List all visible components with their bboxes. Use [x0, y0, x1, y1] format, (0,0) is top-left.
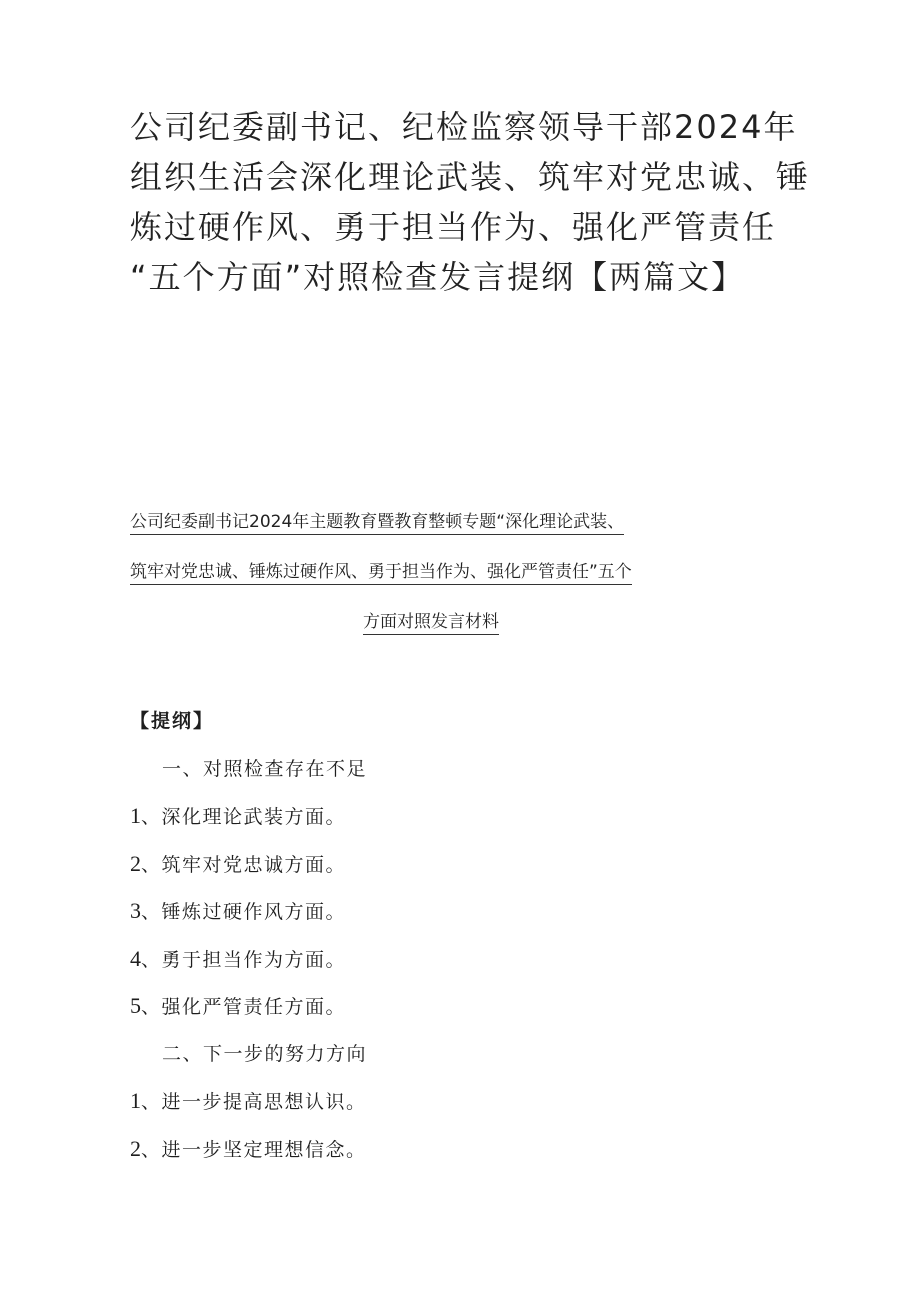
outline-item: [130, 893, 790, 941]
item-text: 、强化严管责任方面。: [141, 996, 347, 1018]
title-line: “五个方面”对照检查发言提纲【两篇文】: [130, 258, 746, 296]
item-number: 2: [130, 1135, 141, 1161]
item-number: 2: [130, 850, 141, 876]
item-number: 1: [130, 803, 141, 828]
subtitle-line-wrap: [130, 505, 740, 555]
item-number: 1: [130, 1088, 141, 1113]
item-text: 、锤炼过硬作风方面。: [141, 901, 347, 923]
title-line: 公司纪委副书记、纪检监察领导干部2024年: [130, 108, 798, 146]
document-title: [130, 102, 811, 302]
outline-item: [130, 1083, 790, 1131]
subtitle-line: 筑牢对党忠诚、锤炼过硬作风、勇于担当作为、强化严管责任”五个: [130, 562, 632, 585]
item-text: 、进一步提高思想认识。: [141, 1091, 367, 1113]
item-text: 、勇于担当作为方面。: [141, 948, 347, 971]
outline-heading: 【提纲】: [130, 710, 215, 732]
item-text: 、筑牢对党忠诚方面。: [141, 853, 347, 876]
subtitle-line: 公司纪委副书记2024年主题教育暨教育整顿专题“深化理论武装、: [130, 512, 624, 535]
outline-item: [130, 941, 790, 989]
outline-item: [130, 1131, 790, 1179]
item-number: 3: [130, 898, 141, 923]
outline-item: [130, 988, 790, 1036]
outline-item: [130, 846, 790, 894]
section-heading-two: 二、下一步的努力方向: [162, 1042, 368, 1065]
document-subtitle: [130, 505, 740, 655]
item-text: 、深化理论武装方面。: [141, 806, 347, 828]
subtitle-line-wrap: [130, 555, 740, 605]
item-number: 5: [130, 993, 141, 1018]
outline-section: [130, 703, 790, 1178]
title-line: 组织生活会深化理论武装、筑牢对党忠诚、锤: [130, 158, 811, 196]
title-line: 炼过硬作风、勇于担当作为、强化严管责任: [130, 208, 777, 246]
section-heading-one: 一、对照检查存在不足: [162, 757, 368, 780]
item-number: 4: [130, 945, 141, 971]
subtitle-line: 方面对照发言材料: [363, 612, 499, 635]
subtitle-line-wrap: [150, 605, 712, 655]
item-text: 、进一步坚定理想信念。: [141, 1138, 367, 1161]
outline-item: [130, 798, 790, 846]
